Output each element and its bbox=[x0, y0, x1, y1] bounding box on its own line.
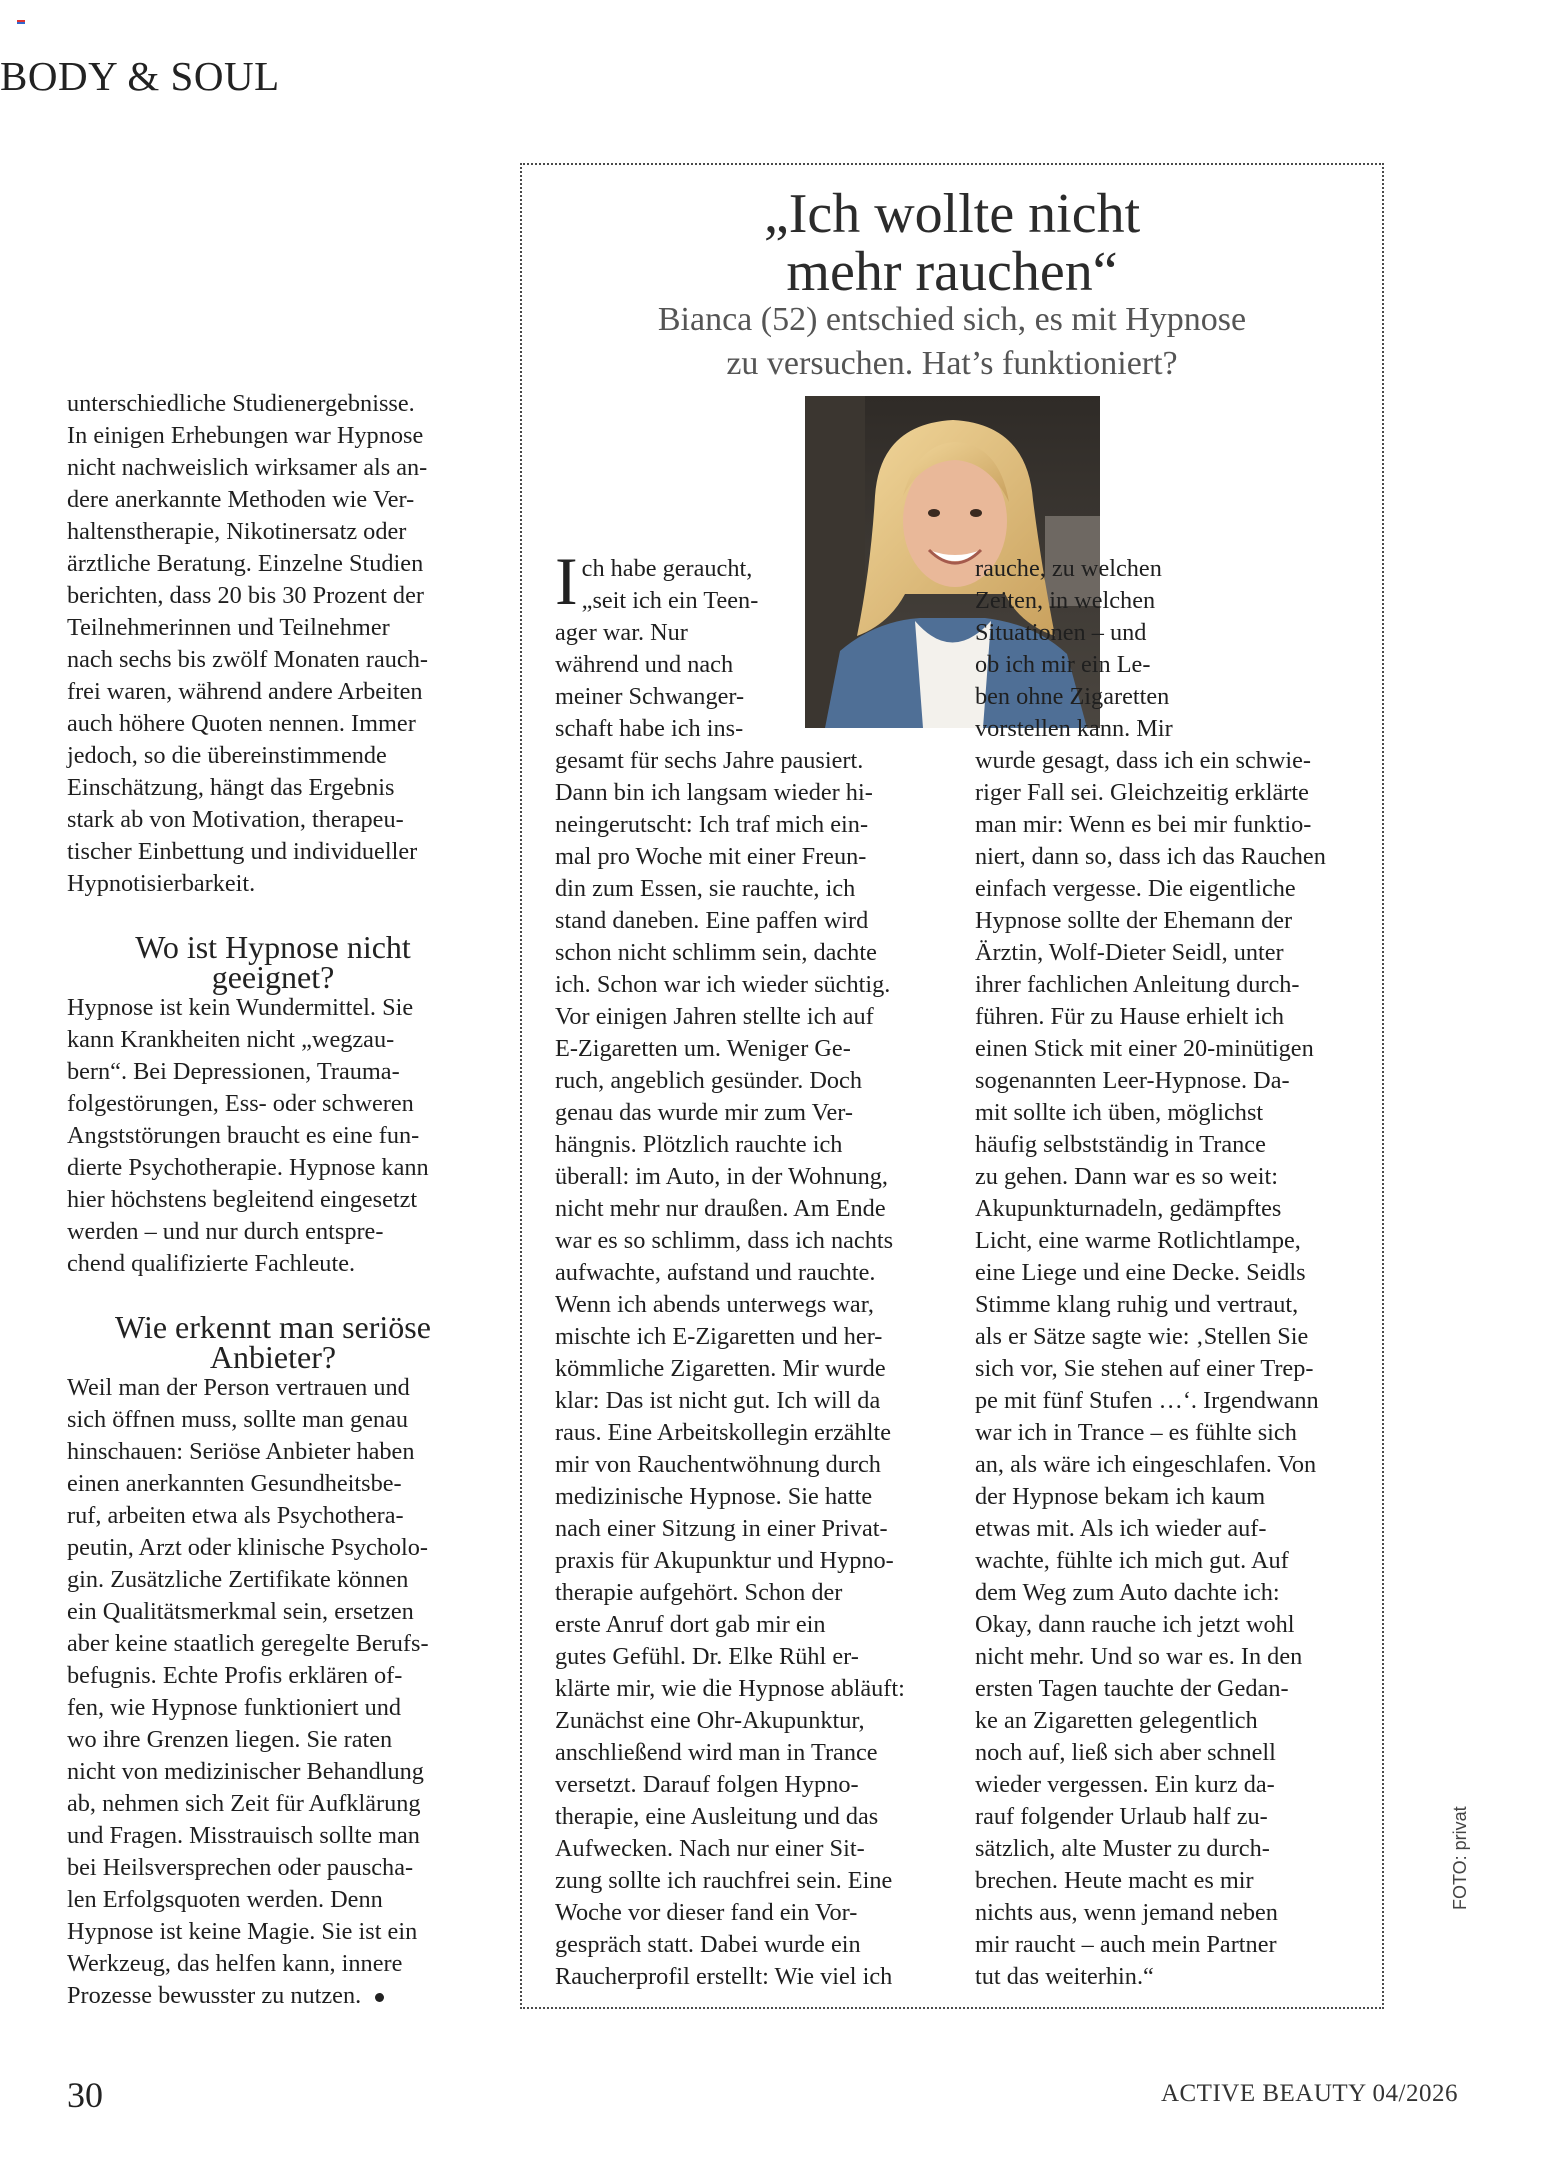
text-line: ein Qualitätsmerkmal sein, ersetzen bbox=[67, 1598, 414, 1625]
text-line: und Fragen. Misstrauisch sollte man bbox=[67, 1822, 420, 1849]
text-line: erste Anruf dort gab mir ein bbox=[555, 1611, 826, 1638]
text-line: an, als wäre ich eingeschlafen. Von bbox=[975, 1451, 1317, 1478]
page-number: 30 bbox=[67, 2075, 103, 2115]
text-line: man mir: Wenn es bei mir funktio- bbox=[975, 811, 1312, 838]
text-line: mehr rauchen“ bbox=[786, 241, 1118, 303]
text-line: Wenn ich abends unterwegs war, bbox=[555, 1291, 874, 1318]
box-column-right bbox=[975, 553, 1354, 1993]
text-line: Stimme klang ruhig und vertraut, bbox=[975, 1291, 1299, 1318]
text-line: etwas mit. Als ich wieder auf- bbox=[975, 1515, 1267, 1542]
box-right-text bbox=[975, 745, 1354, 1993]
text-line: jedoch, so die übereinstimmende bbox=[67, 742, 387, 769]
text-line: zu gehen. Dann war es so weit: bbox=[975, 1163, 1278, 1190]
text-line: wurde gesagt, dass ich ein schwie- bbox=[975, 747, 1312, 774]
text-line: befugnis. Echte Profis erklären of- bbox=[67, 1662, 403, 1689]
color-marker bbox=[17, 20, 25, 26]
text-line: folgestörungen, Ess- oder schweren bbox=[67, 1090, 414, 1117]
text-line: klärte mir, wie die Hypnose abläuft: bbox=[555, 1675, 905, 1702]
text-line: Wie erkennt man seriöse bbox=[115, 1309, 431, 1345]
box-column-left bbox=[555, 543, 934, 1993]
text-line: sogenannten Leer-Hypnose. Da- bbox=[975, 1067, 1290, 1094]
text-line: eine Liege und eine Decke. Seidls bbox=[975, 1259, 1306, 1286]
text-line: häufig selbstständig in Trance bbox=[975, 1131, 1266, 1158]
text-line: „seit ich ein Teen- bbox=[581, 587, 759, 614]
left-column bbox=[67, 388, 479, 2012]
text-line: ke an Zigaretten gelegentlich bbox=[975, 1707, 1258, 1734]
text-line: ärztliche Beratung. Einzelne Studien bbox=[67, 550, 424, 577]
text-line: chend qualifizierte Fachleute. bbox=[67, 1250, 356, 1277]
text-line: medizinische Hypnose. Sie hatte bbox=[555, 1483, 873, 1510]
text-line: zung sollte ich rauchfrei sein. Eine bbox=[555, 1867, 893, 1894]
text-line: Vor einigen Jahren stellte ich auf bbox=[555, 1003, 874, 1030]
heading-serious-providers bbox=[67, 1280, 479, 1375]
text-line: werden – und nur durch entspre- bbox=[67, 1218, 384, 1245]
text-line: als er Sätze sagte wie: ‚Stellen Sie bbox=[975, 1323, 1309, 1350]
text-line: ihrer fachlichen Anleitung durch- bbox=[975, 971, 1300, 998]
text-line: ersten Tagen tauchte der Gedan- bbox=[975, 1675, 1289, 1702]
text-line: peutin, Arzt oder klinische Psycholo- bbox=[67, 1534, 429, 1561]
testimonial-box bbox=[520, 163, 1384, 2009]
text-line: Ärztin, Wolf-Dieter Seidl, unter bbox=[975, 939, 1284, 966]
text-line: gin. Zusätzliche Zertifikate können bbox=[67, 1566, 409, 1593]
text-line: hier höchstens begleitend eingesetzt bbox=[67, 1186, 418, 1213]
text-line: bei Heilsversprechen oder pauscha- bbox=[67, 1854, 414, 1881]
text-line: dem Weg zum Auto dachte ich: bbox=[975, 1579, 1280, 1606]
text-line: sich öffnen muss, sollte man genau bbox=[67, 1406, 408, 1433]
text-line: wieder vergessen. Ein kurz da- bbox=[975, 1771, 1275, 1798]
text-line: niert, dann so, dass ich das Rauchen bbox=[975, 843, 1326, 870]
text-line: wachte, fühlte ich mich gut. Auf bbox=[975, 1547, 1289, 1574]
text-line: ob ich mir ein Le- bbox=[975, 651, 1151, 678]
text-line: E-Zigaretten um. Weniger Ge- bbox=[555, 1035, 851, 1062]
text-line: ager war. Nur bbox=[555, 619, 688, 646]
text-line: Werkzeug, das helfen kann, innere bbox=[67, 1950, 403, 1977]
text-line: Teilnehmerinnen und Teilnehmer bbox=[67, 614, 390, 641]
intro-paragraph bbox=[67, 388, 479, 900]
text-line: mit sollte ich üben, möglichst bbox=[975, 1099, 1264, 1126]
text-line: noch auf, ließ sich aber schnell bbox=[975, 1739, 1276, 1766]
text-line: stark ab von Motivation, therapeu- bbox=[67, 806, 404, 833]
text-line: ruf, arbeiten etwa als Psychothera- bbox=[67, 1502, 404, 1529]
text-line: überall: im Auto, in der Wohnung, bbox=[555, 1163, 888, 1190]
text-line: Dann bin ich langsam wieder hi- bbox=[555, 779, 873, 806]
text-line: Hypnose sollte der Ehemann der bbox=[975, 907, 1293, 934]
text-line: raus. Eine Arbeitskollegin erzählte bbox=[555, 1419, 891, 1446]
text-line: war es so schlimm, dass ich nachts bbox=[555, 1227, 894, 1254]
text-line: Okay, dann rauche ich jetzt wohl bbox=[975, 1611, 1295, 1638]
text-line: Einschätzung, hängt das Ergebnis bbox=[67, 774, 395, 801]
text-line: rauche, zu welchen bbox=[975, 555, 1162, 582]
text-line: nichts aus, wenn jemand neben bbox=[975, 1899, 1278, 1926]
text-line: therapie, eine Ausleitung und das bbox=[555, 1803, 879, 1830]
text-line: Zunächst eine Ohr-Akupunktur, bbox=[555, 1707, 865, 1734]
text-line: anschließend wird man in Trance bbox=[555, 1739, 878, 1766]
text-line: Licht, eine warme Rotlichtlampe, bbox=[975, 1227, 1301, 1254]
text-line: neingerutscht: Ich traf mich ein- bbox=[555, 811, 869, 838]
text-line: pe mit fünf Stufen …‘. Irgendwann bbox=[975, 1387, 1319, 1414]
text-line: riger Fall sei. Gleichzeitig erklärte bbox=[975, 779, 1309, 806]
text-line: therapie aufgehört. Schon der bbox=[555, 1579, 843, 1606]
box-left-text bbox=[555, 745, 934, 1993]
text-line: ben ohne Zigaretten bbox=[975, 683, 1170, 710]
text-line: meiner Schwanger- bbox=[555, 683, 745, 710]
text-line: Aufwecken. Nach nur einer Sit- bbox=[555, 1835, 865, 1862]
photo-credit: FOTO: privat bbox=[1450, 1806, 1470, 1910]
text-line: klar: Das ist nicht gut. Ich will da bbox=[555, 1387, 881, 1414]
text-line: Hypnose ist kein Wundermittel. Sie bbox=[67, 994, 414, 1021]
heading-not-suitable bbox=[67, 900, 479, 995]
text-line: dere anerkannte Methoden wie Ver- bbox=[67, 486, 415, 513]
paragraph-serious-providers bbox=[67, 1372, 479, 2012]
text-line: Woche vor dieser fand ein Vor- bbox=[555, 1899, 858, 1926]
text-line: gutes Gefühl. Dr. Elke Rühl er- bbox=[555, 1643, 859, 1670]
text-line: din zum Essen, sie rauchte, ich bbox=[555, 875, 856, 902]
drop-cap: I bbox=[555, 543, 578, 619]
text-line: bern“. Bei Depressionen, Trauma- bbox=[67, 1058, 400, 1085]
text-line: unterschiedliche Studienergebnisse. bbox=[67, 390, 415, 417]
text-line: einfach vergesse. Die eigentliche bbox=[975, 875, 1296, 902]
box-subtitle bbox=[522, 298, 1382, 386]
text-line: Angststörungen braucht es eine fun- bbox=[67, 1122, 420, 1149]
text-line: Wo ist Hypnose nicht bbox=[135, 929, 411, 965]
text-line: gespräch statt. Dabei wurde ein bbox=[555, 1931, 861, 1958]
text-line: tischer Einbettung und individueller bbox=[67, 838, 418, 865]
text-line: hängnis. Plötzlich rauchte ich bbox=[555, 1131, 843, 1158]
text-line: mischte ich E-Zigaretten und her- bbox=[555, 1323, 883, 1350]
text-line: genau das wurde mir zum Ver- bbox=[555, 1099, 853, 1126]
end-mark bbox=[375, 1993, 384, 2002]
section-header: BODY & SOUL bbox=[0, 53, 280, 99]
text-line: len Erfolgsquoten werden. Denn bbox=[67, 1886, 383, 1913]
text-line: mal pro Woche mit einer Freun- bbox=[555, 843, 867, 870]
text-line: mir raucht – auch mein Partner bbox=[975, 1931, 1277, 1958]
text-line: Hypnose ist keine Magie. Sie ist ein bbox=[67, 1918, 418, 1945]
text-line: während und nach bbox=[555, 651, 734, 678]
text-line: kann Krankheiten nicht „wegzau- bbox=[67, 1026, 395, 1053]
text-line: nach sechs bis zwölf Monaten rauch- bbox=[67, 646, 428, 673]
text-line: Weil man der Person vertrauen und bbox=[67, 1374, 410, 1401]
text-line: war ich in Trance – es fühlte sich bbox=[975, 1419, 1297, 1446]
text-line: „Ich wollte nicht bbox=[763, 183, 1141, 245]
text-line: dierte Psychotherapie. Hypnose kann bbox=[67, 1154, 429, 1181]
text-line: Anbieter? bbox=[209, 1339, 337, 1375]
text-line: Prozesse bewusster zu nutzen. bbox=[67, 1982, 362, 2009]
text-line: sich vor, Sie stehen auf einer Trep- bbox=[975, 1355, 1314, 1382]
text-line: geeignet? bbox=[211, 959, 335, 995]
text-line: Bianca (52) entschied sich, es mit Hypnose bbox=[657, 301, 1247, 338]
text-line: tut das weiterhin.“ bbox=[975, 1963, 1154, 1990]
text-line: auch höhere Quoten nennen. Immer bbox=[67, 710, 416, 737]
text-line: In einigen Erhebungen war Hypnose bbox=[67, 422, 424, 449]
text-line: nicht nachweislich wirksamer als an- bbox=[67, 454, 428, 481]
text-line: Raucherprofil erstellt: Wie viel ich bbox=[555, 1963, 893, 1990]
text-line: Akupunkturnadeln, gedämpftes bbox=[975, 1195, 1282, 1222]
text-line: haltenstherapie, Nikotinersatz oder bbox=[67, 518, 407, 545]
text-line: schaft habe ich ins- bbox=[555, 715, 744, 742]
text-line: einen Stick mit einer 20-minütigen bbox=[975, 1035, 1314, 1062]
text-line: wo ihre Grenzen liegen. Sie raten bbox=[67, 1726, 393, 1753]
text-line: praxis für Akupunktur und Hypno- bbox=[555, 1547, 894, 1574]
text-line: einen anerkannten Gesundheitsbe- bbox=[67, 1470, 402, 1497]
box-left-narrow-text bbox=[555, 543, 934, 745]
text-line: stand daneben. Eine paffen wird bbox=[555, 907, 869, 934]
text-line: fen, wie Hypnose funktioniert und bbox=[67, 1694, 402, 1721]
text-line: zu versuchen. Hat’s funktioniert? bbox=[726, 345, 1178, 382]
text-line: schon nicht schlimm sein, dachte bbox=[555, 939, 877, 966]
text-line: mir von Rauchentwöhnung durch bbox=[555, 1451, 881, 1478]
text-line: hinschauen: Seriöse Anbieter haben bbox=[67, 1438, 415, 1465]
text-line: ruch, angeblich gesünder. Doch bbox=[555, 1067, 862, 1094]
text-line: berichten, dass 20 bis 30 Prozent der bbox=[67, 582, 424, 609]
box-right-narrow-text bbox=[975, 553, 1354, 745]
text-line: nicht von medizinischer Behandlung bbox=[67, 1758, 424, 1785]
text-line: aber keine staatlich geregelte Berufs- bbox=[67, 1630, 429, 1657]
text-line: versetzt. Darauf folgen Hypno- bbox=[555, 1771, 859, 1798]
text-line: aufwachte, aufstand und rauchte. bbox=[555, 1259, 876, 1286]
text-line: ch habe geraucht, bbox=[581, 555, 753, 582]
text-line: Zeiten, in welchen bbox=[975, 587, 1156, 614]
text-line: nach einer Sitzung in einer Privat- bbox=[555, 1515, 888, 1542]
text-line: gesamt für sechs Jahre pausiert. bbox=[555, 747, 864, 774]
text-line: kömmliche Zigaretten. Mir wurde bbox=[555, 1355, 886, 1382]
text-line: brechen. Heute macht es mir bbox=[975, 1867, 1254, 1894]
box-title bbox=[522, 185, 1382, 301]
text-line: vorstellen kann. Mir bbox=[975, 715, 1173, 742]
text-line: der Hypnose bekam ich kaum bbox=[975, 1483, 1266, 1510]
paragraph-not-suitable bbox=[67, 992, 479, 1280]
text-line: Situationen – und bbox=[975, 619, 1147, 646]
magazine-issue: ACTIVE BEAUTY 04/2026 bbox=[1160, 2080, 1458, 2107]
text-line: rauf folgender Urlaub half zu- bbox=[975, 1803, 1268, 1830]
text-line: ab, nehmen sich Zeit für Aufklärung bbox=[67, 1790, 421, 1817]
text-line: Hypnotisierbarkeit. bbox=[67, 870, 256, 897]
text-line: ich. Schon war ich wieder süchtig. bbox=[555, 971, 891, 998]
text-line: führen. Für zu Hause erhielt ich bbox=[975, 1003, 1285, 1030]
text-line: sätzlich, alte Muster zu durch- bbox=[975, 1835, 1270, 1862]
text-line: nicht mehr. Und so war es. In den bbox=[975, 1643, 1303, 1670]
text-line: nicht mehr nur draußen. Am Ende bbox=[555, 1195, 886, 1222]
text-line: frei waren, während andere Arbeiten bbox=[67, 678, 423, 705]
